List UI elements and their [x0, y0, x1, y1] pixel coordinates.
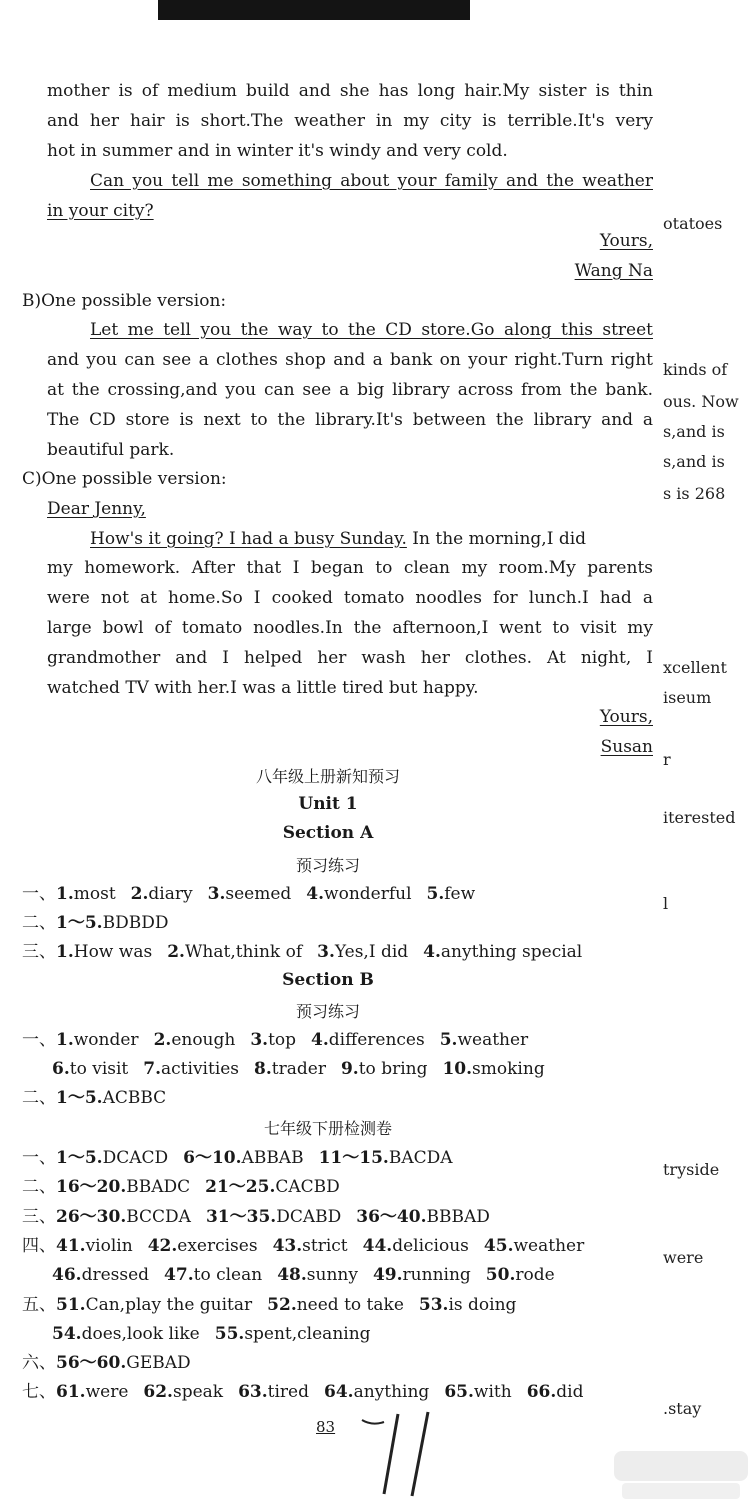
- answer-number: 2.: [167, 942, 185, 962]
- answer-item: [484, 1236, 584, 1256]
- answer-text: ACBBC: [102, 1088, 167, 1108]
- answer-row: [22, 938, 597, 966]
- answer-number: 8.: [254, 1059, 272, 1079]
- answer-item: [319, 1148, 453, 1168]
- answer-text: Yes,I did: [334, 942, 409, 962]
- answer-text: to visit: [69, 1059, 129, 1079]
- section-c-greeting-wrap: [47, 494, 653, 524]
- answer-row: [22, 1084, 181, 1112]
- letter-a-closing-wrap: [47, 226, 653, 256]
- answer-item: [154, 1030, 236, 1050]
- answer-item: [267, 1295, 404, 1315]
- section-c-line-6: watched TV with her.I was a little tired but happy.: [47, 678, 479, 698]
- section-c-line-3: were not at home.So I cooked tomato noodles for lunch.I had a: [47, 588, 653, 608]
- answer-item: [22, 942, 152, 962]
- test-answer-row: [22, 1232, 599, 1260]
- answer-number: 55.: [214, 1323, 245, 1344]
- answer-text: dressed: [81, 1265, 150, 1286]
- answer-number: 1～5.: [56, 1148, 103, 1168]
- section-b-line-5: beautiful park.: [47, 440, 175, 460]
- answer-number: 61.: [56, 1382, 86, 1403]
- answer-number: 44.: [362, 1235, 393, 1256]
- answer-item: [164, 1265, 262, 1285]
- answer-number: 3.: [250, 1030, 269, 1050]
- section-b-line-1: [90, 315, 653, 345]
- answer-text: exercises: [177, 1235, 258, 1256]
- section-c-line-1: [90, 524, 653, 554]
- answer-item: [419, 1295, 517, 1315]
- test-answer-row: [22, 1378, 598, 1406]
- answer-item: [143, 1382, 223, 1402]
- answer-text: need to take: [296, 1294, 404, 1315]
- preview-title: 八年级上册新知预习: [255, 767, 400, 786]
- answer-text: weather: [513, 1235, 585, 1256]
- letter-a-question-2: in your city?: [47, 201, 154, 221]
- section-c-label: C)One possible version:: [22, 469, 227, 489]
- letter-a-line-1: mother is of medium build and she has long hair.My sister is thin: [47, 81, 653, 101]
- answer-number: 45.: [483, 1235, 514, 1256]
- answer-text: Can,play the guitar: [85, 1294, 253, 1315]
- answer-part-label: 一、: [22, 1030, 56, 1050]
- answer-number: 42.: [147, 1235, 178, 1256]
- top-black-bar: [158, 0, 470, 20]
- letter-a-question-1: Can you tell me something about your family and the weather: [90, 171, 653, 191]
- section-b-label: B)One possible version:: [22, 291, 227, 311]
- answer-number: 5.: [426, 884, 445, 904]
- watermark-logo-icon: [612, 1447, 750, 1502]
- answer-number: 26～30.: [56, 1206, 127, 1227]
- answer-item: [22, 1177, 190, 1197]
- letter-a-signature: Wang Na: [574, 261, 653, 281]
- answer-number: 1.: [56, 884, 74, 904]
- answer-text: DCACD: [102, 1148, 169, 1168]
- answer-text: anything special: [440, 942, 583, 962]
- answer-number: 4.: [311, 1030, 329, 1050]
- answer-part-label: 四、: [22, 1235, 56, 1256]
- preview-section-a: Section A: [282, 823, 374, 843]
- answer-text: to clean: [193, 1265, 263, 1286]
- section-c-line-4: large bowl of tomato noodles.In the afternoon,I went to visit my: [47, 618, 653, 638]
- letter-a-line-2: and her hair is short.The weather in my city is terrible.It's very: [47, 111, 653, 131]
- answer-number: 3.: [317, 942, 335, 962]
- section-b-line-3: at the crossing,and you can see a big library across from the bank.: [47, 380, 653, 400]
- right-edge-fragment: ous. Now: [663, 392, 739, 411]
- answer-item: [423, 942, 582, 962]
- answer-part-label: 二、: [22, 913, 56, 933]
- answer-text: violin: [85, 1235, 133, 1256]
- answer-number: 31～35.: [205, 1206, 277, 1227]
- answer-text: speak: [172, 1382, 224, 1403]
- answer-item: [442, 1059, 544, 1079]
- answer-number: 10.: [442, 1059, 473, 1079]
- answer-number: 56～60.: [56, 1353, 127, 1374]
- answer-number: 5.: [439, 1030, 458, 1050]
- answer-part-label: 二、: [22, 1177, 56, 1198]
- right-edge-fragment: tryside: [663, 1160, 720, 1179]
- answer-item: [206, 1207, 341, 1227]
- answer-text: diary: [148, 884, 193, 904]
- answer-item: [22, 1382, 128, 1402]
- answer-item: [148, 1236, 258, 1256]
- answer-item: [22, 884, 116, 904]
- answer-number: 49.: [372, 1265, 403, 1286]
- handwritten-mark-icon: [332, 1408, 462, 1498]
- answer-part-label: 七、: [22, 1382, 56, 1403]
- answer-text: did: [556, 1382, 584, 1403]
- letter-a-question-2-wrap: [47, 196, 653, 226]
- section-c-greeting: Dear Jenny,: [47, 499, 146, 519]
- answer-part-label: 三、: [22, 1206, 56, 1227]
- answer-text: with: [473, 1382, 512, 1403]
- letter-a-closing: Yours,: [599, 231, 653, 251]
- answer-item: [356, 1207, 490, 1227]
- answer-text: delicious: [392, 1235, 469, 1256]
- answer-item: [22, 1207, 191, 1227]
- answer-number: 63.: [238, 1382, 268, 1403]
- answer-item: [52, 1324, 200, 1344]
- test-answer-row: [22, 1203, 505, 1231]
- answer-row: [22, 909, 183, 937]
- answer-text: GEBAD: [126, 1353, 191, 1374]
- answer-number: 1.: [56, 942, 74, 962]
- section-c-signature-wrap: [47, 732, 653, 762]
- answer-item: [486, 1265, 555, 1285]
- answer-part-label: 五、: [22, 1294, 56, 1315]
- answer-item: [238, 1382, 309, 1402]
- right-edge-fragment: kinds of: [663, 360, 728, 379]
- test-answer-row: [52, 1320, 386, 1348]
- answer-number: 43.: [272, 1235, 303, 1256]
- test-answer-row: [22, 1173, 355, 1201]
- answer-item: [215, 1324, 371, 1344]
- answer-item: [183, 1148, 303, 1168]
- answer-number: 3.: [207, 884, 226, 904]
- answer-number: 1.: [56, 1030, 74, 1050]
- section-c-closing-wrap: [47, 702, 653, 732]
- answer-number: 2.: [153, 1030, 172, 1050]
- answer-item: [205, 1177, 340, 1197]
- answer-part-label: 三、: [22, 942, 56, 962]
- right-edge-fragment: s,and is: [663, 452, 725, 471]
- letter-a-signature-wrap: [47, 256, 653, 286]
- answer-text: BDBDD: [102, 913, 169, 933]
- answer-number: 21～25.: [205, 1177, 276, 1198]
- answer-item: [167, 942, 302, 962]
- answer-number: 54.: [52, 1323, 82, 1344]
- answer-item: [22, 913, 168, 933]
- answer-item: [254, 1059, 326, 1079]
- preview-practice-a: 预习练习: [295, 856, 360, 875]
- answer-item: [427, 884, 476, 904]
- answer-number: 9.: [340, 1059, 359, 1079]
- answer-item: [22, 1295, 252, 1315]
- answer-text: tired: [267, 1382, 309, 1403]
- answer-item: [273, 1236, 348, 1256]
- answer-item: [22, 1030, 139, 1050]
- answer-text: sunny: [306, 1265, 358, 1286]
- answer-text: few: [444, 884, 476, 904]
- right-edge-fragment: l: [663, 894, 669, 913]
- answer-item: [208, 884, 292, 904]
- answer-text: anything: [353, 1382, 430, 1403]
- answer-text: is doing: [448, 1294, 517, 1315]
- answer-text: activities: [161, 1059, 240, 1079]
- answer-text: How was: [73, 942, 153, 962]
- answer-text: rode: [515, 1265, 555, 1286]
- answer-text: to bring: [358, 1059, 428, 1079]
- answer-number: 65.: [444, 1382, 474, 1403]
- test-answer-row: [52, 1261, 570, 1289]
- answer-text: strict: [302, 1235, 348, 1256]
- answer-text: wonderful: [324, 884, 412, 904]
- right-edge-fragment: xcellent: [663, 658, 727, 677]
- answer-item: [22, 1088, 166, 1108]
- answer-number: 11～15.: [318, 1148, 389, 1168]
- answer-number: 48.: [277, 1265, 307, 1286]
- answer-number: 64.: [324, 1382, 354, 1403]
- preview-section-b: Section B: [282, 970, 374, 990]
- answer-text: smoking: [472, 1059, 545, 1079]
- answer-number: 52.: [267, 1294, 297, 1315]
- answer-part-label: 二、: [22, 1088, 56, 1108]
- answer-item: [22, 1353, 191, 1373]
- answer-number: 53.: [418, 1294, 449, 1315]
- right-edge-fragment: iterested: [663, 808, 736, 827]
- answer-row: [22, 880, 490, 908]
- answer-text: What,think of: [184, 942, 303, 962]
- preview-unit: Unit 1: [298, 794, 358, 814]
- answer-item: [527, 1382, 584, 1402]
- answer-item: [311, 1030, 425, 1050]
- answer-text: BACDA: [388, 1148, 453, 1168]
- section-b-line-4: The CD store is next to the library.It's between the library and a: [47, 410, 653, 430]
- answer-number: 1～5.: [56, 913, 103, 933]
- answer-text: CACBD: [275, 1177, 340, 1198]
- letter-a-line-3: hot in summer and in winter it's windy and very cold.: [47, 141, 508, 161]
- right-edge-fragment: r: [663, 750, 671, 769]
- answer-text: BCCDA: [126, 1206, 191, 1227]
- answer-item: [52, 1059, 128, 1079]
- answer-number: 47.: [164, 1265, 194, 1286]
- right-edge-fragment: .stay: [663, 1399, 702, 1418]
- answer-number: 2.: [130, 884, 149, 904]
- right-edge-fragment: otatoes: [663, 214, 723, 233]
- answer-text: running: [402, 1265, 471, 1286]
- answer-part-label: 一、: [22, 884, 56, 904]
- answer-row: [52, 1055, 560, 1083]
- section-c-first-underlined: How's it going? I had a busy Sunday.: [90, 529, 407, 549]
- answer-text: BBBAD: [426, 1206, 490, 1227]
- answer-item: [341, 1059, 428, 1079]
- answer-number: 51.: [56, 1294, 86, 1315]
- answer-number: 4.: [306, 884, 325, 904]
- section-c-signature: Susan: [600, 737, 653, 757]
- section-b-line-1-text: Let me tell you the way to the CD store.Go along this street: [90, 320, 653, 340]
- right-edge-fragment: s,and is: [663, 422, 725, 441]
- answer-number: 62.: [143, 1382, 173, 1403]
- section-c-line-5: grandmother and I helped her wash her clothes. At night, I: [47, 648, 653, 668]
- answer-text: does,look like: [81, 1323, 200, 1344]
- section-c-line-2: my homework. After that I began to clean my room.My parents: [47, 558, 653, 578]
- answer-item: [306, 884, 411, 904]
- answer-number: 7.: [143, 1059, 162, 1079]
- right-edge-fragment: s is 268: [663, 484, 726, 503]
- answer-item: [317, 942, 408, 962]
- answer-item: [444, 1382, 511, 1402]
- answer-text: weather: [457, 1030, 529, 1050]
- answer-item: [373, 1265, 471, 1285]
- section-b-line-2: and you can see a clothes shop and a bank on your right.Turn right: [47, 350, 653, 370]
- answer-text: wonder: [73, 1030, 139, 1050]
- answer-text: spent,cleaning: [244, 1323, 371, 1344]
- answer-part-label: 六、: [22, 1353, 56, 1374]
- answer-number: 1～5.: [56, 1088, 103, 1108]
- answer-item: [22, 1148, 168, 1168]
- answer-text: ABBAB: [241, 1148, 304, 1168]
- answer-item: [143, 1059, 239, 1079]
- answer-item: [440, 1030, 528, 1050]
- answer-number: 6.: [52, 1059, 70, 1079]
- section-c-first-rest: In the morning,I did: [406, 529, 587, 549]
- test-answer-row: [22, 1349, 206, 1377]
- answer-number: 4.: [423, 942, 441, 962]
- answer-text: BBADC: [126, 1177, 191, 1198]
- answer-text: were: [85, 1382, 129, 1403]
- answer-number: 66.: [526, 1382, 557, 1403]
- answer-text: enough: [171, 1030, 236, 1050]
- answer-item: [363, 1236, 469, 1256]
- answer-number: 41.: [56, 1235, 86, 1256]
- test-answer-row: [22, 1144, 468, 1172]
- right-edge-fragment: iseum: [663, 688, 712, 707]
- answer-item: [131, 884, 193, 904]
- section-c-closing: Yours,: [599, 707, 653, 727]
- answer-part-label: 一、: [22, 1148, 56, 1168]
- answer-number: 36～40.: [356, 1206, 427, 1227]
- answer-number: 50.: [485, 1265, 516, 1286]
- answer-item: [52, 1265, 149, 1285]
- answer-text: trader: [271, 1059, 326, 1079]
- answer-number: 6～10.: [183, 1148, 242, 1168]
- page-number: 83: [316, 1418, 336, 1436]
- answer-text: top: [268, 1030, 297, 1050]
- answer-number: 16～20.: [56, 1177, 127, 1198]
- answer-item: [250, 1030, 296, 1050]
- answer-item: [277, 1265, 358, 1285]
- answer-text: seemed: [225, 884, 292, 904]
- answer-item: [324, 1382, 429, 1402]
- answer-item: [22, 1236, 133, 1256]
- answer-number: 46.: [52, 1265, 82, 1286]
- right-edge-fragment: were: [663, 1248, 704, 1267]
- answer-text: most: [73, 884, 116, 904]
- answer-row: [22, 1026, 543, 1054]
- test-answer-row: [22, 1291, 531, 1319]
- answer-text: DCABD: [276, 1206, 342, 1227]
- test-title: 七年级下册检测卷: [263, 1119, 392, 1138]
- preview-practice-b: 预习练习: [295, 1002, 360, 1021]
- answer-text: differences: [328, 1030, 425, 1050]
